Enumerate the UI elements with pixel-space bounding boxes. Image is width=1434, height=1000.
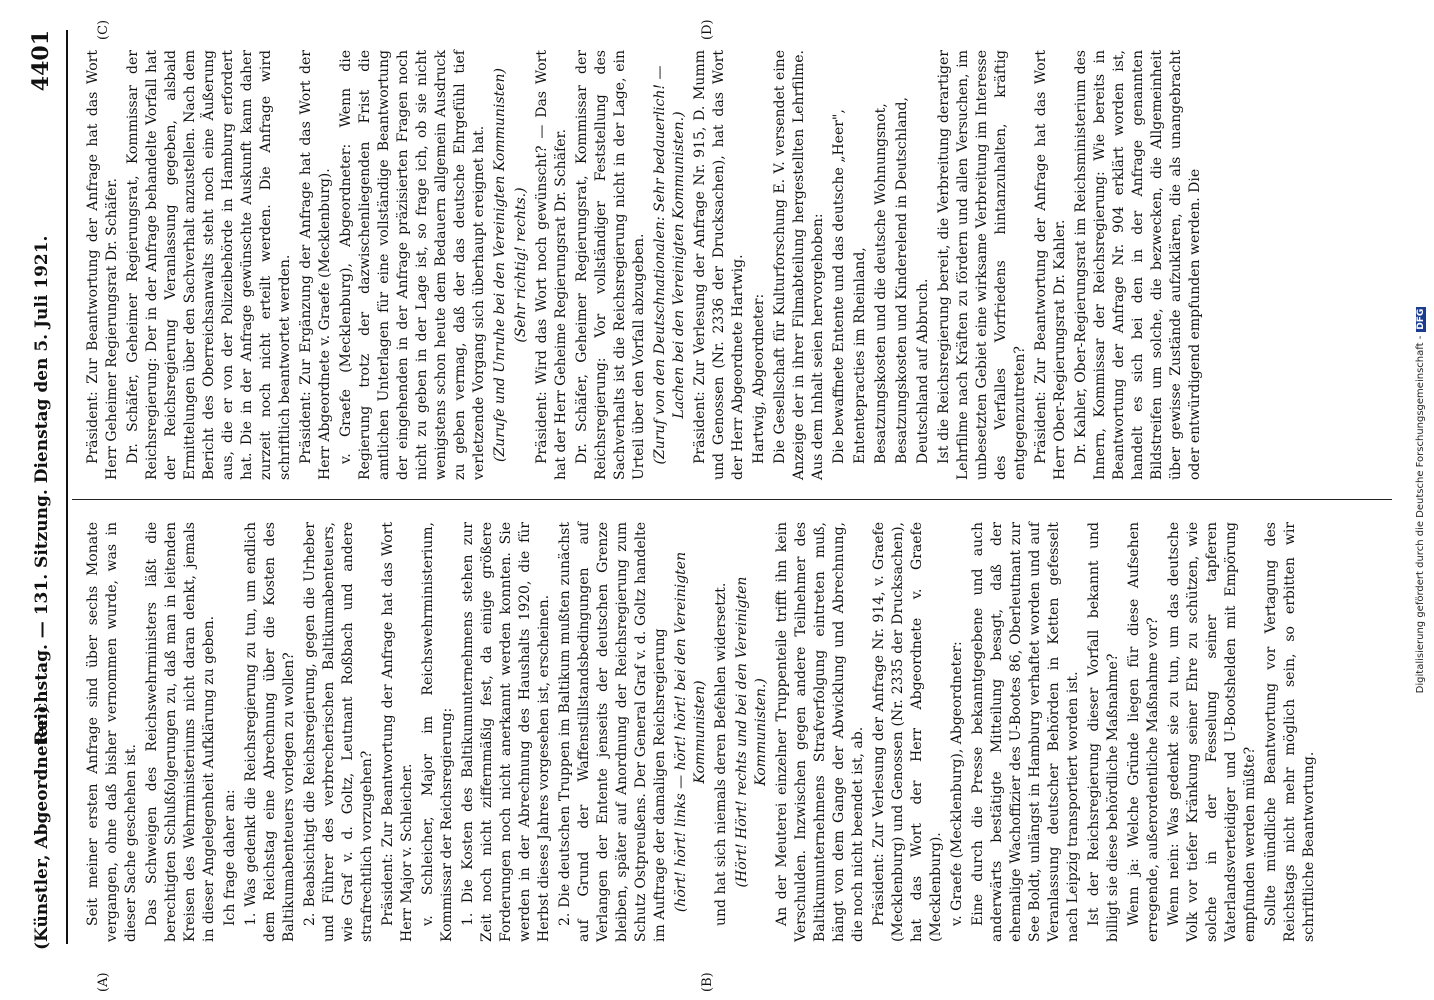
paragraph: Präsident: Zur Beantwortung der Anfrage hat das Wort Herr Geheimer Regierungsrat Dr. Schäfer.	[85, 50, 120, 480]
margin-marker-a: (A)	[96, 972, 111, 992]
paragraph: (Hört! Hört! rechts und bei den Vereinigten Kommunisten.)	[734, 576, 769, 888]
paragraph: Seit meiner ersten Anfrage sind über sechs Monate vergangen, ohne daß bisher vernommen wurde, was in dieser Sache geschehen ist.	[85, 522, 139, 942]
paragraph: 2. Die deutschen Truppen im Baltikum mußten zunächst auf Grund der Waffenstillstandsbedingungen auf Verlangen der Entente jenseits der deutschen Grenze bleiben, später auf Anordnung der Reichsregierung zum Schutz Ostpreußens. Der General Graf v. d. Goltz handelte im Auftrage der damaligen Reichsregierung	[557, 522, 668, 942]
paragraph: Besatzungskosten und Kinderelend in Deutschland,	[894, 97, 910, 464]
margin-marker-d: (D)	[700, 19, 715, 40]
paragraph: Präsident: Wird das Wort noch gewünscht? — Das Wort hat der Herr Geheime Regierungsrat Dr. Schäfer.	[534, 50, 569, 480]
left-column	[84, 522, 1321, 942]
page-number: 4401	[28, 30, 54, 92]
paragraph: Wenn ja: Welche Gründe liegen für diese Aufsehen erregende, außerordentliche Maßnahme vor?	[1126, 522, 1161, 942]
paragraph: (Zurufe und Unruhe bei den Vereinigten Kommunisten)	[492, 68, 508, 462]
paragraph: Ich frage daher an:	[222, 789, 238, 926]
paragraph: Dr. Schäfer, Geheimer Regierungsrat, Kommissar der Reichsregierung: Der in der Anfrage behandelte Vorfall hat der Reichsregierung Veranlassung gegeben, alsbald Ermittelungen über den Sachverhalt anzustellen. Nach dem Bericht des Oberreichsanwalts steht noch eine Äußerung aus, die er von der Polizeibehörde in Hamburg erfordert hat. Die in der Anfrage gewünschte Auskunft kann daher zurzeit noch nicht erteilt werden. Die Anfrage wird schriftlich beantwortet werden.	[125, 50, 293, 480]
paragraph: Ist die Reichsregierung bereit, die Verbreitung derartiger Lehrfilme nach Kräften zu fördern und allen Versuchen, im unbesetzten Gebiet eine wirksame Verbreitung im Interesse des Verfalles Vorfriedens hintanzuhalten, kräftig entgegenzutreten?	[936, 50, 1028, 480]
paragraph: 1. Was gedenkt die Reichsregierung zu tun, um endlich dem Reichstag eine Abrechnung über die Kosten des Baltikumabenteuers vorlegen zu wollen?	[243, 522, 297, 942]
paragraph: Wenn nein: Was gedenkt sie zu tun, um das deutsche Volk vor tiefer Kränkung seiner Ehre zu schützen, wie solche in der Fesselung seiner tapferen Vaterlandsverteidiger und U-Bootshelden mit Empörung empfunden werden müßte?	[1166, 522, 1258, 942]
paragraph: (Sehr richtig! rechts.)	[513, 187, 529, 343]
paragraph: Präsident: Zur Verlesung der Anfrage Nr. 915, D. Mumm und Genossen (Nr. 2336 der Drucksachen), hat das Wort der Herr Abgeordnete Hartwig.	[692, 50, 746, 480]
footer-credit	[1415, 0, 1426, 1000]
paragraph: Eine durch die Presse bekanntgegebene und auch anderwärts bestätigte Mitteilung besagt, daß der ehemalige Wachoffizier des U-Bootes 86, Oberleutnant zur See Boldt, unlängst in Hamburg verhaftet worden und auf Veranlassung deutscher Behörden in Ketten gefesselt nach Leipzig transportiert worden ist.	[970, 522, 1081, 942]
paragraph: Ententepracties im Rheinland,	[852, 247, 868, 464]
paragraph: Präsident: Zur Beantwortung der Anfrage hat das Wort Herr Ober-Regierungsrat Dr. Kahler.	[1033, 50, 1068, 480]
dfg-logo: DFG	[1416, 308, 1426, 330]
paragraph: 2. Beabsichtigt die Reichsregierung, gegen die Urheber und Führer des verbrecherischen Baltikumabenteuers, wie Graf v. d. Goltz, Leutnant Roßbach und andere strafrechtlich vorzugehen?	[302, 522, 375, 942]
paragraph: Präsident: Zur Ergänzung der Anfrage hat das Wort der Herr Abgeordnete v. Graefe (Mecklenburg).	[298, 50, 333, 480]
paragraph: Ist der Reichsregierung dieser Vorfall bekannt und billigt sie diese behördliche Maßnahme?	[1086, 522, 1121, 942]
paragraph: Präsident: Zur Beantwortung der Anfrage hat das Wort Herr Major v. Schleicher.	[380, 522, 415, 942]
header-title: Reichstag. — 131. Sitzung. Dienstag den 5. Juli 1921.	[32, 235, 52, 745]
right-column	[84, 50, 1207, 480]
header-speaker: (Künstler, Abgeordneter.)	[32, 705, 52, 950]
paragraph: und hat sich niemals deren Befehlen widersetzt.	[713, 582, 729, 926]
paragraph: Die bewaffnete Entente und das deutsche „Heer",	[831, 109, 847, 464]
paragraph: v. Schleicher, Major im Reichswehrministerium, Kommissar der Reichsregierung:	[420, 522, 455, 942]
paragraph: Präsident: Zur Verlesung der Anfrage Nr. 914, v. Graefe (Mecklenburg) und Genossen (Nr. 2335 der Drucksachen), hat das Wort der Herr Abgeordnete v. Graefe (Mecklenburg).	[871, 522, 944, 942]
page-header	[28, 30, 60, 950]
paragraph: Sollte mündliche Beantwortung vor Vertagung des Reichstags nicht mehr möglich sein, so erbitten wir schriftliche Beantwortung.	[1263, 522, 1317, 942]
column-divider	[72, 499, 1392, 500]
paragraph: Die Gesellschaft für Kulturforschung E. V. versendet eine Anzeige der in ihrer Filmabteilung hergestellten Lehrfilme. Aus dem Inhalt seien hervorgehoben:	[772, 50, 826, 480]
paragraph: An der Meuterei einzelner Truppenteile trifft ihn kein Verschulden. Inzwischen gegen andere Teilnehmer des Baltikumunternehmens Strafverfolgung eintreten muß, hängt von dem Gange der Abwicklung und Abrechnung, die noch nicht beendet ist, ab.	[774, 522, 866, 942]
margin-marker-b: (B)	[700, 972, 715, 992]
paragraph: Deutschland auf Abbruch.	[915, 278, 931, 464]
footer-text: Digitalisierung gefördert durch die Deutsche Forschungsgemeinschaft -	[1415, 335, 1426, 694]
margin-marker-c: (C)	[96, 19, 111, 40]
paragraph: v. Graefe (Mecklenburg), Abgeordneter:	[949, 641, 965, 926]
paragraph: Besatzungskosten und die deutsche Wohnungsnot,	[873, 103, 889, 464]
paragraph: v. Graefe (Mecklenburg), Abgeordneter: Wenn die Regierung trotz der dazwischenliegenden Frist die amtlichen Unterlagen für eine vollständige Beantwortung der eingehenden in der Anfrage präzisierten Fragen noch nicht zu geben in der Lage ist, so frage ich, ob sie nicht wenigstens schon heute dem Bedauern allgemein Ausdruck zu geben vermag, daß der das deutsche Ehrgefühl tief verletzende Vorgang sich überhaupt ereignet hat.	[338, 50, 487, 480]
paragraph: Dr. Kahler, Ober-Regierungsrat im Reichsministerium des Innern, Kommissar der Reichsregierung: Wie bereits in Beantwortung der Anfrage Nr. 904 erklärt worden ist, handelt es sich bei den in der Anfrage genannten Bildstreifen um solche, die bezwecken, die Allgemeinheit über gewisse Zustände aufzuklären, die als unangebracht oder entwürdigend empfunden werden. Die	[1073, 50, 1203, 480]
header-rule	[66, 30, 68, 944]
paragraph: (Zuruf von den Deutschnationalen: Sehr bedauerlich! — Lachen bei den Vereinigten Kommunisten.)	[652, 65, 687, 465]
paragraph: Dr. Schäfer, Geheimer Regierungsrat, Kommissar der Reichsregierung: Vor vollständiger Feststellung des Sachverhalts ist die Reichsregierung nicht in der Lage, ein Urteil über den Vorfall abzugeben.	[574, 50, 647, 480]
paragraph: (hört! hört! links — hört! hört! bei den Vereinigten Kommunisten)	[673, 551, 708, 913]
paragraph: Hartwig, Abgeordneter:	[751, 293, 767, 464]
paragraph: Das Schweigen des Reichswehrministers läßt die berechtigten Schlußfolgerungen zu, daß man in leitenden Kreisen des Wehrministeriums nicht daran denkt, jemals in dieser Angelegenheit Aufklärung zu geben.	[144, 522, 217, 942]
paragraph: 1. Die Kosten des Baltikumunternehmens stehen zur Zeit noch nicht ziffernmäßig fest, da einige größere Forderungen noch nicht anerkannt werden konnten. Sie werden in der Abrechnung des Haushalts 1920, die für Herbst dieses Jahres vorgesehen ist, erscheinen.	[460, 522, 552, 942]
